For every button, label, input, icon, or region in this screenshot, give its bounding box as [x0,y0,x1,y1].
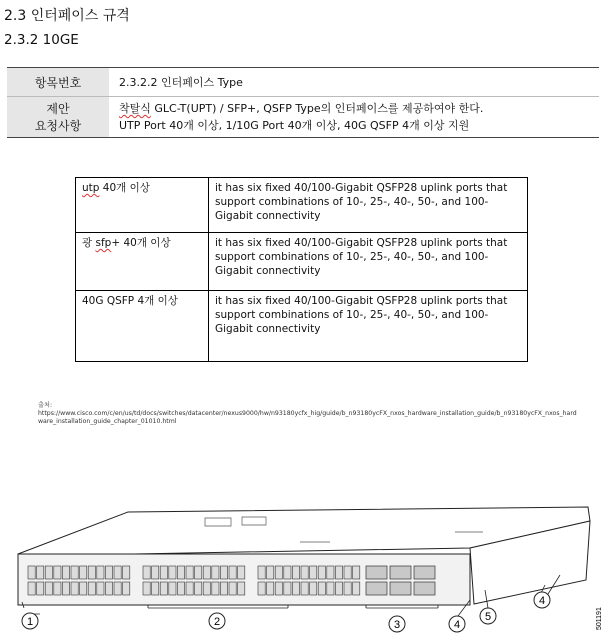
sfp-port [258,566,265,579]
sfp-port [169,566,176,579]
sfp-port [105,582,112,595]
sfp-port [284,582,291,595]
sfp-port [186,566,193,579]
callout-2: 2 [213,616,221,628]
sfp-port [54,582,61,595]
sfp-port [37,566,44,579]
table-row [76,178,528,233]
figure-id: 501191 [596,607,603,630]
sfp-port [344,566,351,579]
sfp-port [71,566,78,579]
sfp-port [203,566,210,579]
sfp-port [123,566,130,579]
sfp-port [301,582,308,595]
sfp-port [229,566,236,579]
table-cell-requirement [76,233,209,291]
sfp-port [62,566,69,579]
sfp-port [353,582,360,595]
sfp-port [88,566,95,579]
sfp-port [275,566,282,579]
sfp-port [301,566,308,579]
cell-text: 광 [82,237,96,249]
sfp-port [105,566,112,579]
comparison-table [75,177,528,362]
sfp-port [123,582,130,595]
spec-row-item-number [7,68,599,97]
spec-label-line1: 제안 [46,102,70,116]
table-row [76,233,528,291]
sfp-port [258,582,265,595]
sfp-port [169,582,176,595]
sfp-port [335,566,342,579]
sfp-port [284,566,291,579]
sfp-port [97,582,104,595]
sfp-port [88,582,95,595]
sfp-port [80,566,87,579]
spec-value-line1 [119,100,599,117]
spec-value-line1-text: GLC-T(UPT) / SFP+, QSFP Type의 인터페이스를 제공하여야 한다. [150,102,484,115]
sfp-port [195,582,202,595]
switch-front-panel [18,554,470,605]
sfp-port [327,582,334,595]
sfp-port [220,566,227,579]
sfp-port [97,566,104,579]
sfp-port [292,566,299,579]
qsfp-port [366,582,387,595]
sfp-port [28,566,35,579]
qsfp-port [414,582,435,595]
table-cell-requirement [76,178,209,233]
spec-value-requirement [109,97,599,138]
spec-value-line2: UTP Port 40개 이상, 1/10G Port 40개 이상, 40G QSFP 4개 이상 지원 [119,119,470,132]
callout-4b: 4 [538,595,546,607]
cell-text: 40개 이상 [99,182,150,194]
table-row [76,291,528,362]
sfp-port [114,566,121,579]
qsfp-port [390,566,411,579]
spellcheck-marked-word: 착탈식 [119,102,151,115]
sfp-port [177,582,184,595]
spec-row-requirement [7,97,599,138]
sfp-port [267,566,274,579]
sfp-port [71,582,78,595]
sfp-port [152,582,159,595]
sfp-port [212,582,219,595]
sfp-port [45,582,52,595]
sfp-port [229,582,236,595]
sfp-port [177,566,184,579]
sfp-port [310,566,317,579]
qsfp-port [366,566,387,579]
sfp-port [327,566,334,579]
spec-label-item-number: 항목번호 [7,68,109,97]
sfp-port [238,566,245,579]
spec-label-line2: 요청사항 [34,119,82,133]
table-cell-spec: it has six fixed 40/100-Gigabit QSFP28 uplink ports that support combinations of 10-, 25-, 40-, 50-, and 100-Gigabit connectivity [209,233,528,291]
source-url[interactable]: https://www.cisco.com/c/en/us/td/docs/switches/datacenter/nexus9000/hw/n93180ycfx_hig/guide/b_n93180ycFX_nxos_hardware_installation_guide/b_n93180ycFX_nxos_hardware_installation_guide_chapter_01010.html [38,410,577,425]
sfp-port [62,582,69,595]
sfp-port [212,566,219,579]
sfp-port [195,566,202,579]
sfp-port [203,582,210,595]
section-heading: 2.3 인터페이스 규격 [4,8,130,24]
sfp-port [220,582,227,595]
qsfp-port [390,582,411,595]
switch-diagram [0,490,606,641]
sfp-port [45,566,52,579]
sfp-port [143,566,150,579]
source-label: 출처: [38,402,53,409]
sfp-port [28,582,35,595]
table-cell-requirement: 40G QSFP 4개 이상 [76,291,209,362]
sfp-port [344,582,351,595]
subsection-heading: 2.3.2 10GE [4,32,79,48]
callout-3: 3 [393,619,401,631]
sfp-port [292,582,299,595]
table-cell-spec: it has six fixed 40/100-Gigabit QSFP28 uplink ports that support combinations of 10-, 25-, 40-, 50-, and 100-Gigabit connectivity [209,291,528,362]
sfp-port [80,582,87,595]
callout-4: 4 [453,619,461,631]
spellcheck-marked-word: utp [82,182,100,194]
sfp-port [114,582,121,595]
qsfp-port [414,566,435,579]
callout-1: 1 [26,616,34,628]
sfp-port [143,582,150,595]
source-citation [38,402,578,426]
sfp-port [37,582,44,595]
table-cell-spec: it has six fixed 40/100-Gigabit QSFP28 uplink ports that support combinations of 10-, 25-, 40-, 50-, and 100-Gigabit connectivity [209,178,528,233]
sfp-port [238,582,245,595]
cell-text: + 40개 이상 [111,237,171,249]
sfp-port [310,582,317,595]
sfp-port [160,582,167,595]
sfp-port [54,566,61,579]
callout-5: 5 [484,611,492,623]
sfp-port [160,566,167,579]
sfp-port [275,582,282,595]
spellcheck-marked-word: sfp [95,237,112,249]
sfp-port [318,582,325,595]
sfp-port [267,582,274,595]
sfp-port [353,566,360,579]
spec-table [7,67,599,138]
sfp-port [318,566,325,579]
spec-label-requirement [7,97,109,138]
sfp-port [152,566,159,579]
spec-value-item-number: 2.3.2.2 인터페이스 Type [109,68,599,97]
sfp-port [335,582,342,595]
sfp-port [186,582,193,595]
